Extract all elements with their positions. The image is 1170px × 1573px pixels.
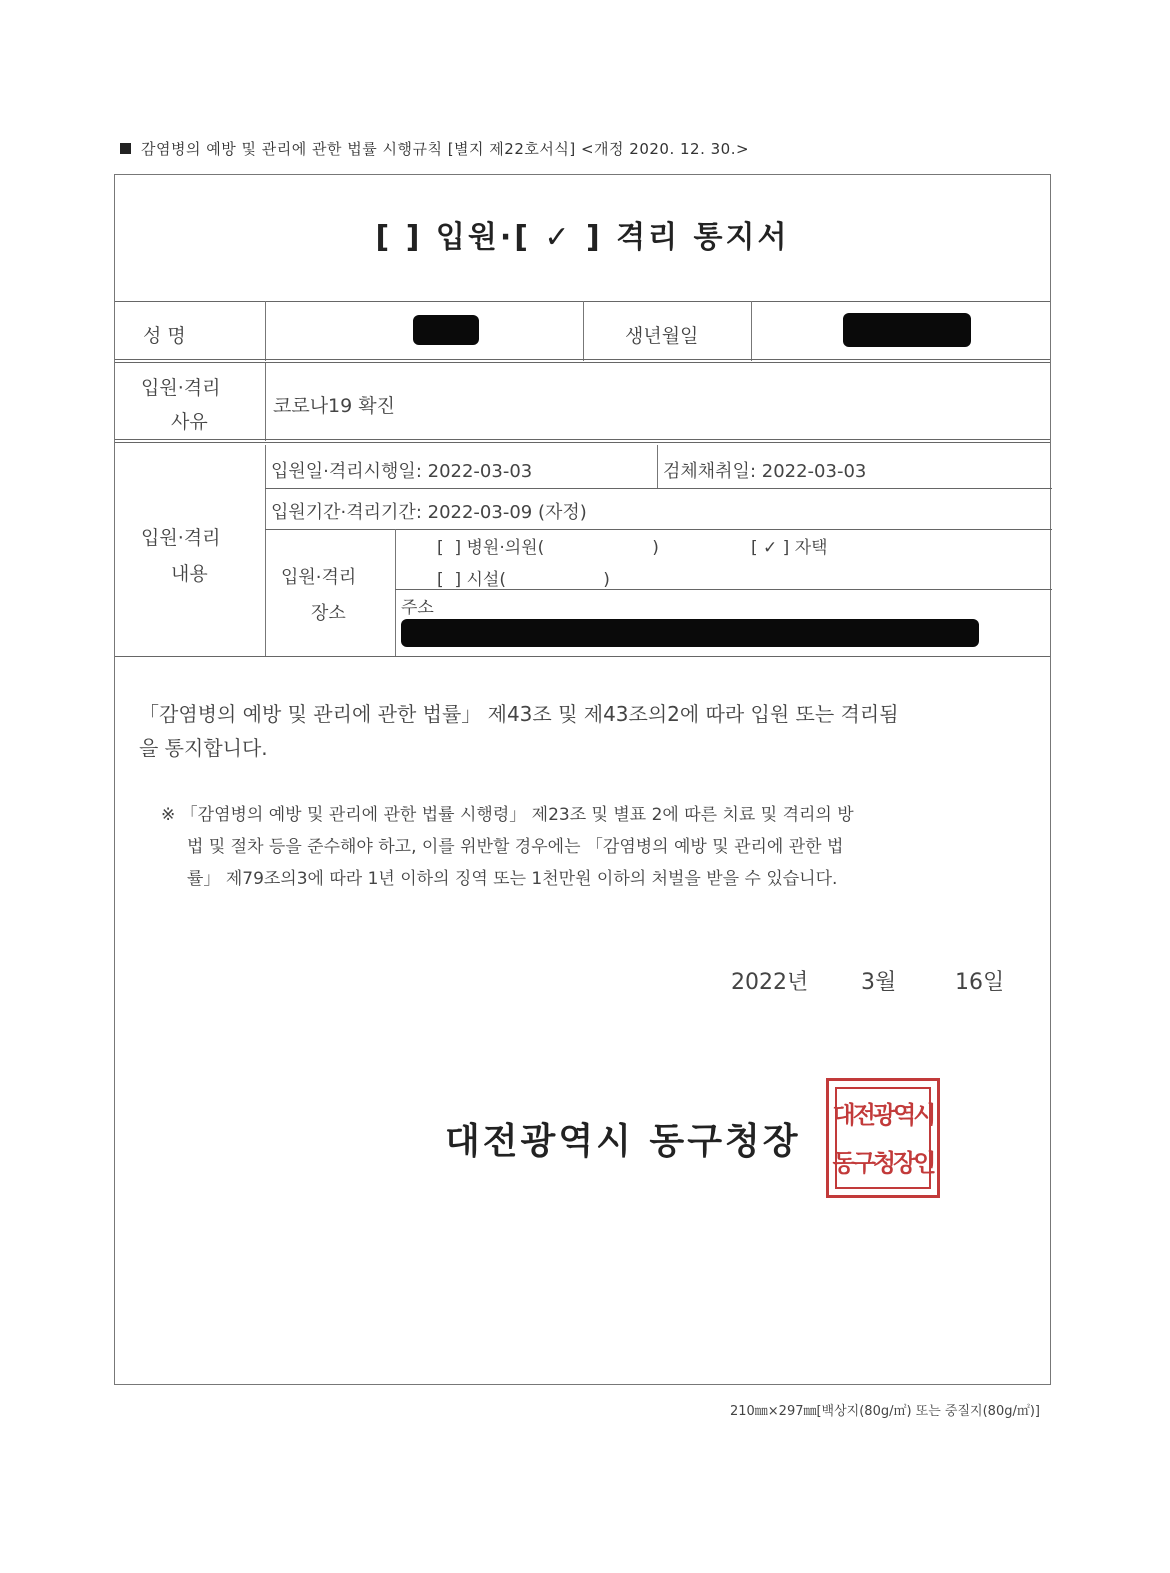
place-label-line-2: 장소 [311, 603, 346, 624]
divider [265, 488, 1052, 489]
sample-date-value: 2022-03-03 [761, 461, 867, 482]
warning-paragraph [161, 799, 854, 895]
warning-line: 법 및 절차 등을 준수해야 하고, 이를 위반할 경우에는 「감염병의 예방 및 관리에 관한 법 [187, 837, 844, 857]
date-year: 2022년 [731, 970, 809, 995]
home-option: [ ✓ ] 자택 [751, 538, 828, 558]
form-title: [ ] 입원·[ ✓ ] 격리 통지서 [375, 220, 790, 255]
divider [657, 445, 658, 489]
form-reference-text: 감염병의 예방 및 관리에 관한 법률 시행규칙 [별지 제22호서식] <개정 2020. 12. 30.> [141, 140, 750, 158]
divider [583, 301, 584, 361]
divider [395, 589, 1052, 590]
notice-form [114, 174, 1051, 1385]
seal-line-1: 대전광역시 [832, 1101, 934, 1129]
sample-date-label: 검체채취일: [663, 461, 757, 482]
divider [115, 359, 1050, 363]
start-date-label: 입원일·격리시행일: [271, 461, 422, 482]
reason-value: 코로나19 확진 [273, 395, 395, 417]
sample-date-field [663, 457, 866, 483]
start-date-value: 2022-03-03 [427, 461, 533, 482]
official-seal [826, 1078, 940, 1198]
divider [115, 656, 1050, 657]
address-label: 주소 [401, 598, 434, 618]
date-month: 3월 [861, 970, 897, 995]
divider [265, 529, 1052, 530]
divider [395, 529, 396, 657]
notice-line: 을 통지합니다. [139, 736, 268, 760]
date-day: 16일 [955, 970, 1005, 995]
period-label: 입원기간·격리기간: [271, 502, 422, 523]
address-redaction [401, 619, 979, 647]
place-label-line-1: 입원·격리 [281, 567, 357, 588]
name-redaction [413, 315, 479, 345]
paper-spec: 210㎜×297㎜[백상지(80g/㎡) 또는 중질지(80g/㎡)] [729, 1404, 1040, 1419]
period-field [271, 498, 587, 524]
notice-line: 「감염병의 예방 및 관리에 관한 법률」 제43조 및 제43조의2에 따라 입원 또는 격리됨 [139, 702, 899, 726]
divider [751, 301, 752, 361]
reason-label-line-1: 입원·격리 [141, 377, 221, 399]
seal-line-2: 동구청장인 [832, 1149, 934, 1177]
issuer-name: 대전광역시 동구청장 [445, 1121, 801, 1162]
form-reference-note [120, 138, 749, 159]
notice-paragraph [139, 697, 899, 765]
divider [115, 439, 1050, 443]
hospital-option: [ ] 병원·의원( ) [437, 538, 659, 558]
reason-label-line-2: 사유 [171, 411, 208, 433]
content-label-line-2: 내용 [171, 563, 208, 585]
facility-option: [ ] 시설( ) [437, 570, 610, 590]
birth-date-redaction [843, 313, 971, 347]
warning-line: 률」 제79조의3에 따라 1년 이하의 징역 또는 1천만원 이하의 처벌을 받을 수 있습니다. [187, 869, 838, 889]
divider [265, 445, 266, 657]
period-value: 2022-03-09 (자정) [427, 502, 587, 523]
name-label: 성 명 [143, 325, 186, 347]
warning-line: ※ 「감염병의 예방 및 관리에 관한 법률 시행령」 제23조 및 별표 2에 따른 치료 및 격리의 방 [161, 805, 854, 825]
divider [265, 301, 266, 361]
content-label-line-1: 입원·격리 [141, 527, 221, 549]
start-date-field [271, 457, 532, 483]
divider [265, 363, 266, 441]
birth-date-label: 생년월일 [625, 325, 699, 347]
square-bullet-icon [120, 143, 131, 154]
